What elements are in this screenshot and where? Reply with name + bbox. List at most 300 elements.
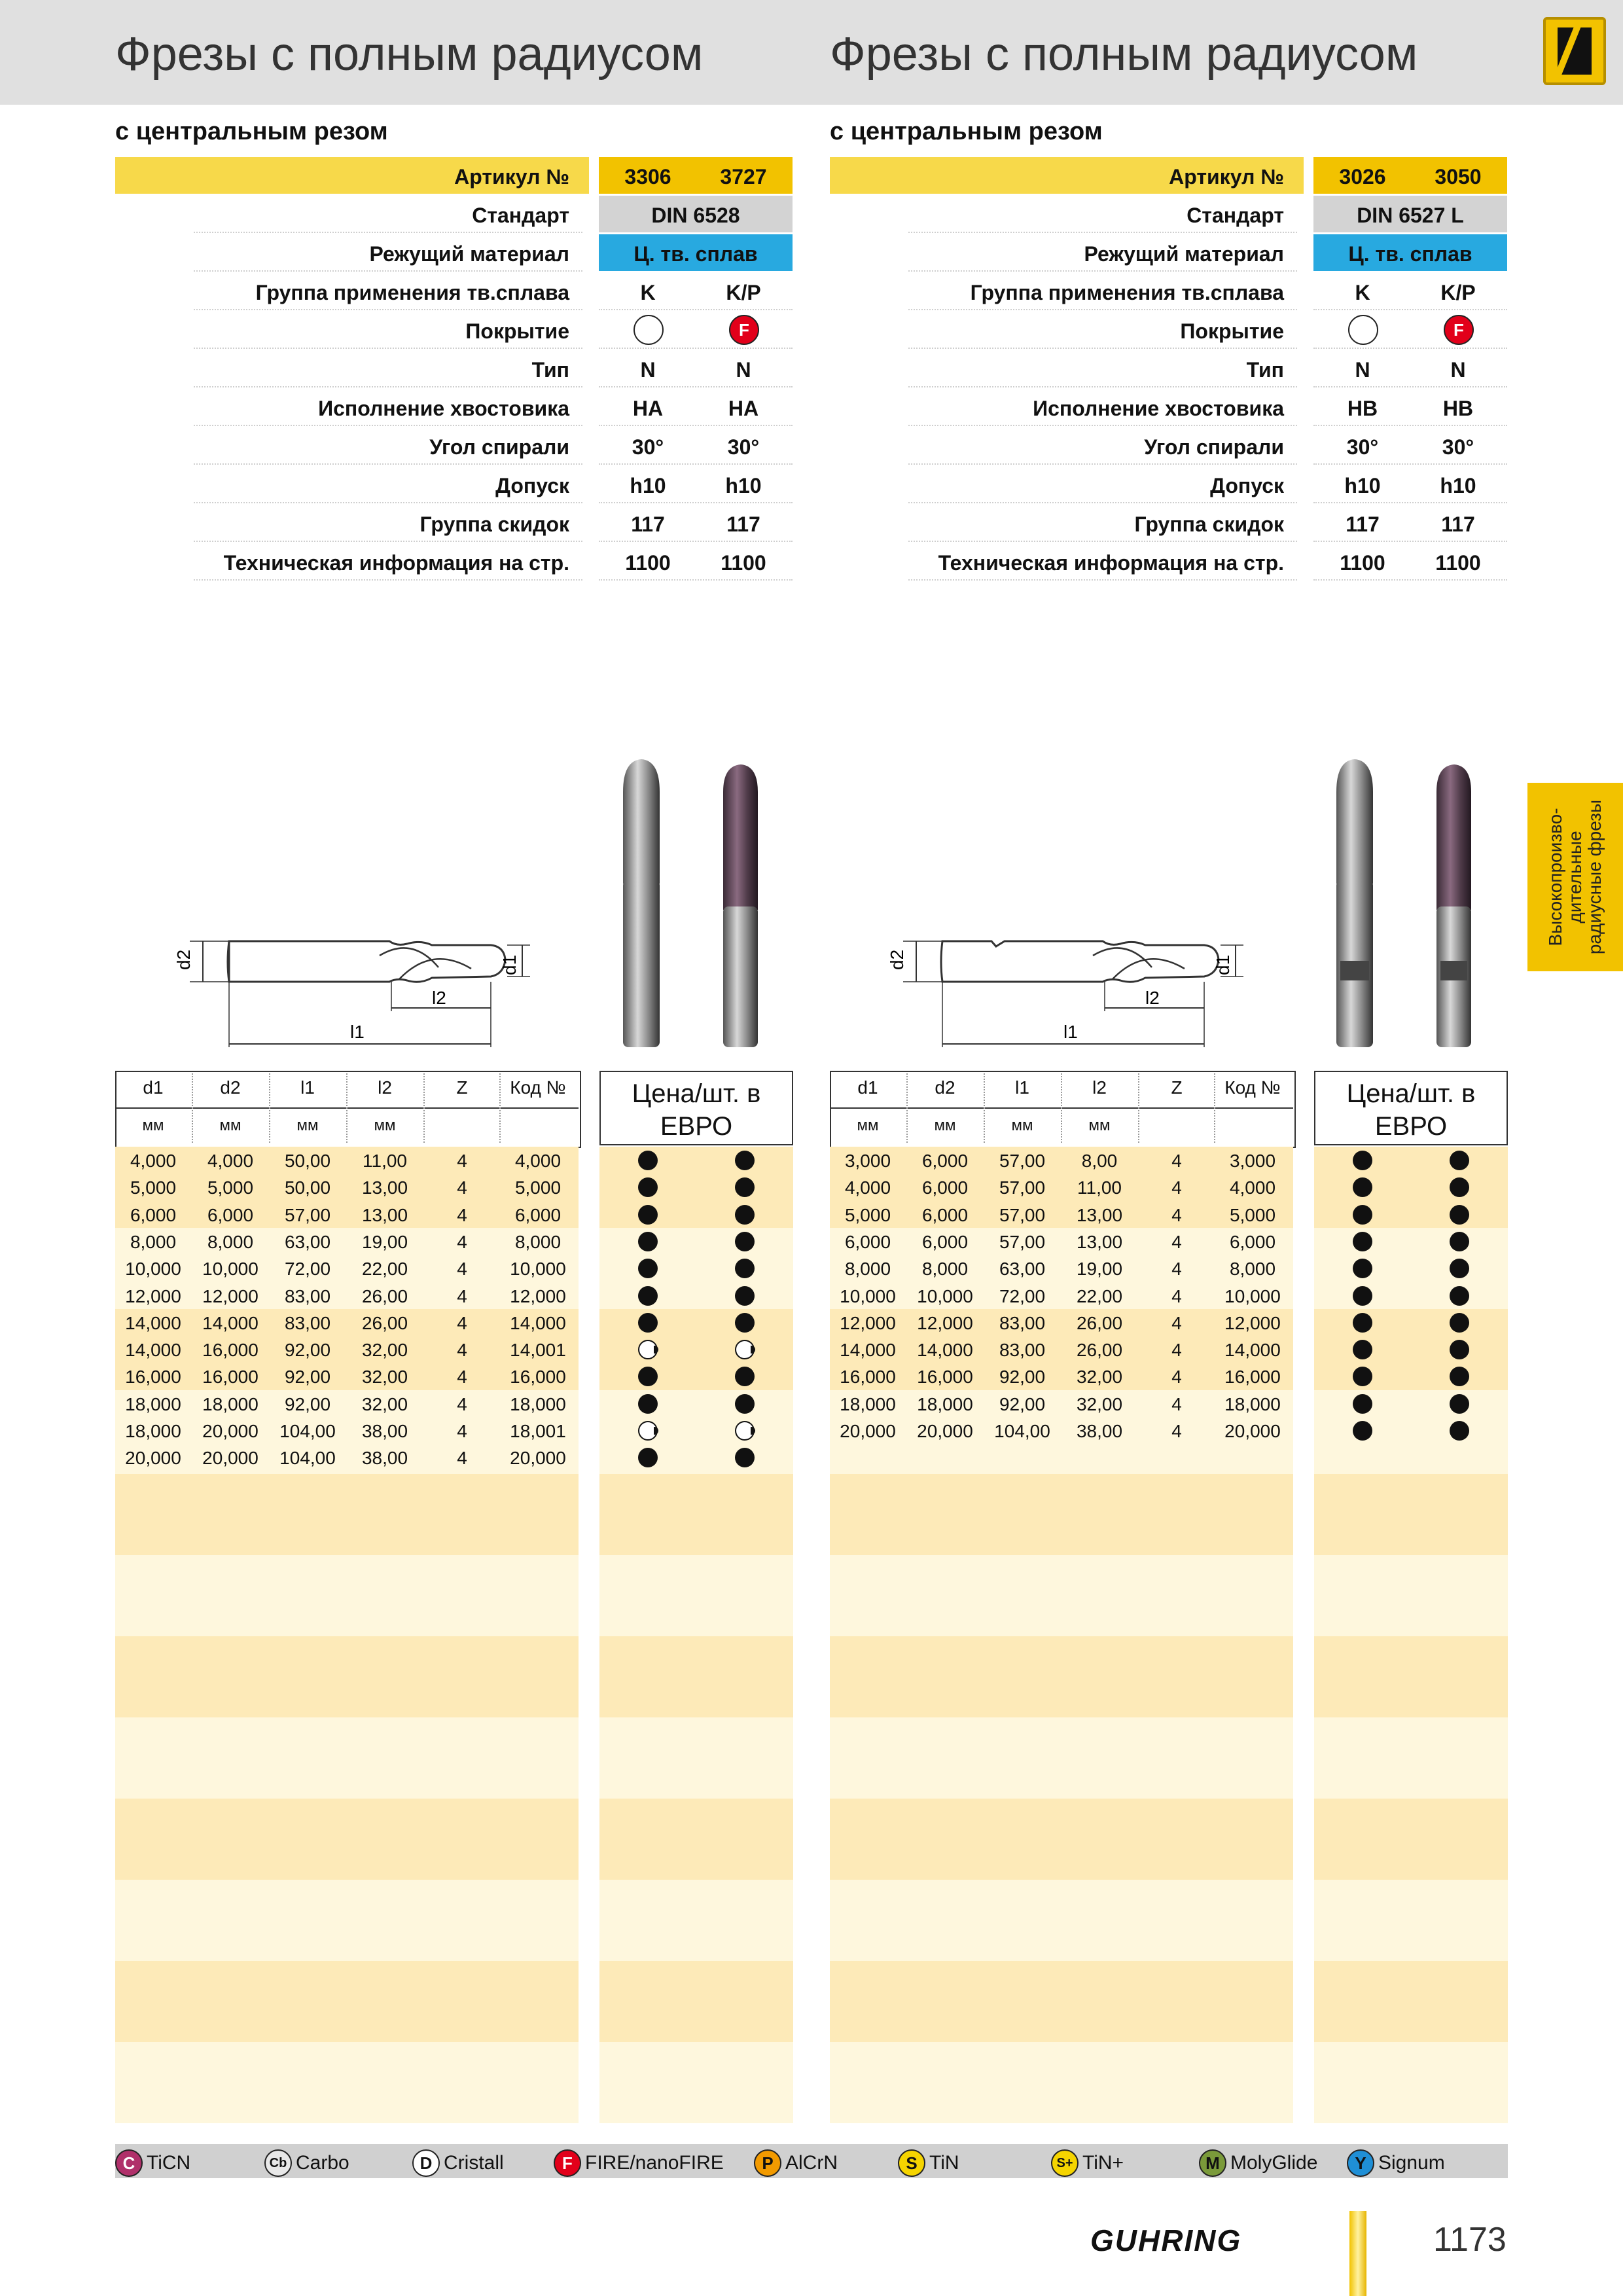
left-subtitle: с центральным резом [115, 118, 388, 145]
availability-dot-icon [735, 1205, 755, 1225]
spec-label: Угол спирали [1144, 435, 1284, 459]
spec-divider [1313, 348, 1507, 349]
spec-label: Допуск [1210, 474, 1284, 497]
table-cell: 4 [1171, 1177, 1182, 1198]
d1-label: d1 [499, 954, 520, 975]
spec-divider [599, 579, 793, 581]
availability-partial-icon [735, 1421, 755, 1441]
brand-name: GUHRING [1090, 2223, 1242, 2257]
spec-divider [599, 348, 793, 349]
spec-value: 3727 [720, 165, 767, 188]
legend-item [115, 2149, 190, 2177]
availability-dot-icon [1450, 1286, 1469, 1306]
table-cell: 32,00 [361, 1340, 408, 1361]
table-cell: 4 [1171, 1285, 1182, 1306]
availability-dot-icon [1450, 1340, 1469, 1359]
price-row [1314, 1147, 1508, 1174]
availability-partial-icon [638, 1421, 658, 1441]
coating-symbol-icon: M [1199, 2149, 1226, 2177]
column-header: d2 [935, 1077, 955, 1098]
spec-value: K [640, 281, 656, 304]
table-cell: 20,000 [1224, 1421, 1281, 1441]
price-row [599, 1147, 793, 1174]
empty-row [830, 1799, 1293, 1880]
table-cell: 4 [457, 1312, 467, 1333]
table-cell: 20,000 [202, 1448, 259, 1469]
spec-value: 30° [727, 435, 760, 459]
column-unit: мм [934, 1117, 956, 1134]
spec-divider [194, 386, 582, 387]
coating-symbol-icon: Y [1347, 2149, 1374, 2177]
table-cell: 20,000 [202, 1421, 259, 1441]
spec-label: Исполнение хвостовика [1033, 397, 1284, 420]
table-cell: 12,000 [510, 1285, 566, 1306]
table-cell: 8,000 [130, 1231, 177, 1252]
coating-none-icon [633, 315, 664, 345]
right-tool-photos [1329, 753, 1512, 1054]
price-row [599, 1417, 793, 1444]
legend-label: Cristall [444, 2152, 504, 2174]
spec-divider [1313, 463, 1507, 465]
availability-dot-icon [735, 1259, 755, 1278]
empty-row [830, 1444, 1293, 1474]
table-cell: 38,00 [361, 1421, 408, 1441]
spec-value: 3026 [1339, 165, 1386, 188]
coating-symbol-icon: Cb [264, 2149, 292, 2177]
spec-divider [194, 502, 582, 503]
table-cell: 83,00 [999, 1340, 1046, 1361]
spec-label: Техническая информация на стр. [938, 551, 1284, 575]
table-cell: 10,000 [125, 1259, 181, 1280]
spec-value: 117 [1441, 512, 1475, 536]
table-cell: 4 [1171, 1231, 1182, 1252]
table-cell: 4 [1171, 1421, 1182, 1441]
price-row [599, 1444, 793, 1471]
table-cell: 26,00 [361, 1285, 408, 1306]
legend-label: TiN [929, 2152, 959, 2174]
spec-label: Режущий материал [369, 242, 569, 266]
column-header: l2 [378, 1077, 392, 1098]
spec-value: 1100 [1435, 551, 1481, 575]
table-cell: 4 [457, 1367, 467, 1388]
price-row [1314, 1336, 1508, 1363]
spec-value: N [1355, 358, 1370, 382]
empty-row [599, 1880, 793, 1961]
spec-divider [194, 541, 582, 542]
empty-row [830, 1636, 1293, 1717]
empty-row [830, 1555, 1293, 1636]
coating-symbol-icon: S [898, 2149, 925, 2177]
table-cell: 6,000 [921, 1151, 969, 1171]
availability-partial-icon [638, 1340, 658, 1359]
page-title-right: Фрезы с полным радиусом [830, 28, 1418, 81]
table-cell: 92,00 [999, 1393, 1046, 1414]
right-tool-drawing [877, 916, 1257, 1054]
column-divider [423, 1073, 425, 1143]
table-cell: 4 [1171, 1204, 1182, 1225]
legend-item [264, 2149, 349, 2177]
table-cell: 14,000 [125, 1312, 181, 1333]
spec-value: h10 [1440, 474, 1476, 497]
spec-label: Группа применения тв.сплава [255, 281, 569, 304]
table-cell: 18,000 [840, 1393, 896, 1414]
table-cell: 4 [457, 1421, 467, 1441]
spec-label: Покрытие [465, 319, 569, 343]
column-header: d1 [143, 1077, 164, 1098]
coating-symbol-icon: F [554, 2149, 581, 2177]
l2-label: l2 [1145, 988, 1160, 1008]
table-cell: 57,00 [999, 1231, 1046, 1252]
table-cell: 6,000 [130, 1204, 177, 1225]
left-tool-photos [615, 753, 798, 1054]
table-cell: 92,00 [284, 1340, 331, 1361]
column-header: Z [456, 1077, 468, 1098]
standard-value: DIN 6528 [651, 204, 740, 227]
availability-dot-icon [638, 1232, 658, 1251]
table-cell: 3,000 [844, 1151, 891, 1171]
column-divider [984, 1073, 985, 1143]
table-cell: 16,000 [917, 1367, 973, 1388]
empty-row [830, 1880, 1293, 1961]
empty-row [1314, 1636, 1508, 1717]
table-cell: 38,00 [361, 1448, 408, 1469]
table-cell: 5,000 [514, 1177, 562, 1198]
table-cell: 57,00 [999, 1177, 1046, 1198]
availability-dot-icon [638, 1286, 658, 1306]
table-cell: 8,000 [207, 1231, 254, 1252]
coating-symbol-icon: C [115, 2149, 143, 2177]
table-cell: 8,00 [1081, 1151, 1118, 1171]
table-cell: 20,000 [840, 1421, 896, 1441]
table-cell: 4,000 [130, 1151, 177, 1171]
right-subtitle: с центральным резом [830, 118, 1103, 145]
material-value: Ц. тв. сплав [1348, 242, 1472, 266]
table-cell: 92,00 [999, 1367, 1046, 1388]
table-cell: 14,000 [202, 1312, 259, 1333]
spec-label: Артикул № [1169, 165, 1284, 188]
table-cell: 3,000 [1229, 1151, 1276, 1171]
empty-row [115, 1717, 579, 1799]
coating-fire-icon: F [729, 315, 759, 345]
column-divider [906, 1073, 908, 1143]
table-cell: 6,000 [844, 1231, 891, 1252]
table-cell: 10,000 [510, 1259, 566, 1280]
table-cell: 104,00 [279, 1421, 336, 1441]
table-cell: 4,000 [1229, 1177, 1276, 1198]
price-row [599, 1174, 793, 1201]
empty-row [830, 2042, 1293, 2123]
spec-value: 117 [1346, 512, 1380, 536]
empty-row [115, 1636, 579, 1717]
empty-row [599, 1799, 793, 1880]
spec-value: h10 [630, 474, 666, 497]
availability-dot-icon [1450, 1421, 1469, 1441]
legend-item [1347, 2149, 1445, 2177]
table-cell: 14,000 [510, 1312, 566, 1333]
table-cell: 104,00 [994, 1421, 1050, 1441]
table-cell: 11,00 [363, 1151, 407, 1171]
spec-value: HA [728, 397, 759, 420]
empty-row [1314, 1961, 1508, 2042]
spec-value: h10 [1344, 474, 1381, 497]
table-cell: 6,000 [921, 1231, 969, 1252]
price-row [599, 1255, 793, 1282]
spec-divider [908, 386, 1297, 387]
table-cell: 50,00 [284, 1151, 331, 1171]
spec-label: Режущий материал [1084, 242, 1284, 266]
availability-dot-icon [1450, 1313, 1469, 1333]
legend-item [898, 2149, 959, 2177]
table-cell: 20,000 [917, 1421, 973, 1441]
column-unit: мм [1011, 1117, 1033, 1134]
price-row [599, 1282, 793, 1310]
brand-logo-icon [1543, 17, 1606, 85]
material-value: Ц. тв. сплав [633, 242, 758, 266]
coating-none-icon [1348, 315, 1378, 345]
availability-dot-icon [1353, 1313, 1372, 1333]
spec-divider [599, 309, 793, 310]
column-header: d1 [857, 1077, 878, 1098]
spec-label: Покрытие [1180, 319, 1284, 343]
coating-symbol-icon: D [412, 2149, 440, 2177]
table-cell: 50,00 [284, 1177, 331, 1198]
spec-divider [908, 502, 1297, 503]
table-cell: 12,000 [202, 1285, 259, 1306]
table-cell: 18,000 [125, 1421, 181, 1441]
column-unit: мм [1088, 1117, 1111, 1134]
column-header: Z [1171, 1077, 1183, 1098]
spec-label: Тип [531, 358, 569, 382]
spec-value: HA [632, 397, 664, 420]
legend-item [412, 2149, 504, 2177]
table-cell: 14,001 [510, 1340, 566, 1361]
legend-label: Signum [1378, 2152, 1445, 2174]
spec-value: K [1355, 281, 1370, 304]
empty-row [1314, 1474, 1508, 1555]
table-cell: 10,000 [202, 1259, 259, 1280]
spec-label: Техническая информация на стр. [223, 551, 569, 575]
table-cell: 92,00 [284, 1393, 331, 1414]
table-cell: 72,00 [999, 1285, 1046, 1306]
table-cell: 4 [1171, 1367, 1182, 1388]
table-cell: 4 [1171, 1151, 1182, 1171]
availability-dot-icon [1450, 1205, 1469, 1225]
table-cell: 22,00 [361, 1259, 408, 1280]
table-cell: 57,00 [284, 1204, 331, 1225]
spec-divider [599, 502, 793, 503]
spec-divider [599, 386, 793, 387]
table-cell: 18,000 [125, 1393, 181, 1414]
spec-label: Стандарт [1186, 204, 1284, 227]
availability-dot-icon [1450, 1151, 1469, 1170]
price-row [599, 1336, 793, 1363]
legend-item [754, 2149, 838, 2177]
availability-dot-icon [638, 1394, 658, 1414]
column-header: l1 [300, 1077, 315, 1098]
column-divider [1061, 1073, 1062, 1143]
spec-label: Группа скидок [419, 512, 569, 536]
side-tab-label: Высокопроизво-дительные радиусные фрезы [1545, 799, 1605, 955]
spec-value: K/P [1440, 281, 1476, 304]
table-cell: 4 [1171, 1393, 1182, 1414]
availability-dot-icon [735, 1151, 755, 1170]
spec-label: Артикул № [454, 165, 569, 188]
availability-dot-icon [735, 1232, 755, 1251]
empty-row [599, 1636, 793, 1717]
coating-symbol-icon: S+ [1051, 2149, 1079, 2177]
table-cell: 4 [1171, 1312, 1182, 1333]
d2-label: d2 [173, 949, 194, 970]
table-cell: 4 [1171, 1259, 1182, 1280]
column-divider [1214, 1073, 1215, 1143]
availability-dot-icon [1353, 1259, 1372, 1278]
table-cell: 12,000 [125, 1285, 181, 1306]
table-cell: 57,00 [999, 1204, 1046, 1225]
spec-divider [908, 270, 1297, 272]
table-cell: 4 [457, 1259, 467, 1280]
column-unit: мм [142, 1117, 164, 1134]
page-accent-bar [1349, 2211, 1366, 2296]
table-cell: 5,000 [844, 1204, 891, 1225]
spec-label: Стандарт [472, 204, 569, 227]
table-cell: 14,000 [125, 1340, 181, 1361]
spec-label: Тип [1246, 358, 1284, 382]
table-cell: 6,000 [921, 1177, 969, 1198]
availability-dot-icon [735, 1394, 755, 1414]
spec-divider [194, 232, 582, 233]
empty-row [1314, 1799, 1508, 1880]
spec-value: HB [1442, 397, 1474, 420]
standard-value: DIN 6527 L [1357, 204, 1464, 227]
spec-label: Группа скидок [1134, 512, 1284, 536]
column-unit: мм [857, 1117, 879, 1134]
availability-dot-icon [1353, 1340, 1372, 1359]
table-cell: 104,00 [279, 1448, 336, 1469]
price-row [1314, 1282, 1508, 1310]
availability-dot-icon [1353, 1205, 1372, 1225]
availability-dot-icon [1353, 1232, 1372, 1251]
spec-divider [194, 270, 582, 272]
table-cell: 18,001 [510, 1421, 566, 1441]
coating-symbol-icon: P [754, 2149, 781, 2177]
table-cell: 14,000 [1224, 1340, 1281, 1361]
price-row [1314, 1228, 1508, 1255]
l2-label: l2 [432, 988, 446, 1008]
empty-row [115, 1880, 579, 1961]
spec-value: N [736, 358, 751, 382]
table-cell: 14,000 [917, 1340, 973, 1361]
left-tool-drawing [164, 916, 543, 1054]
spec-value: HB [1347, 397, 1378, 420]
spec-divider [908, 579, 1297, 581]
table-cell: 10,000 [1224, 1285, 1281, 1306]
table-cell: 32,00 [1076, 1393, 1123, 1414]
table-cell: 4 [457, 1393, 467, 1414]
spec-label: Угол спирали [429, 435, 569, 459]
column-header: l2 [1092, 1077, 1107, 1098]
table-cell: 18,000 [917, 1393, 973, 1414]
table-cell: 12,000 [917, 1312, 973, 1333]
table-cell: 4 [1171, 1340, 1182, 1361]
table-cell: 4,000 [207, 1151, 254, 1171]
availability-dot-icon [1450, 1232, 1469, 1251]
empty-row [1314, 1444, 1508, 1474]
price-row [599, 1228, 793, 1255]
spec-divider [908, 463, 1297, 465]
price-row [599, 1390, 793, 1418]
table-cell: 18,000 [202, 1393, 259, 1414]
table-cell: 18,000 [510, 1393, 566, 1414]
table-cell: 22,00 [1076, 1285, 1123, 1306]
page-title-left: Фрезы с полным радиусом [115, 28, 704, 81]
table-cell: 4 [457, 1204, 467, 1225]
spec-divider [194, 463, 582, 465]
spec-divider [1313, 541, 1507, 542]
table-cell: 6,000 [514, 1204, 562, 1225]
spec-divider [1313, 309, 1507, 310]
table-cell: 72,00 [284, 1259, 331, 1280]
l1-label: l1 [1063, 1022, 1078, 1042]
spec-value: 30° [1442, 435, 1474, 459]
table-cell: 16,000 [1224, 1367, 1281, 1388]
spec-divider [1313, 579, 1507, 581]
table-cell: 4,000 [844, 1177, 891, 1198]
table-cell: 16,000 [202, 1367, 259, 1388]
availability-dot-icon [1353, 1151, 1372, 1170]
table-cell: 19,00 [361, 1231, 408, 1252]
column-divider [192, 1073, 193, 1143]
spec-divider [908, 541, 1297, 542]
empty-row [599, 1555, 793, 1636]
table-cell: 14,000 [840, 1340, 896, 1361]
table-cell: 5,000 [130, 1177, 177, 1198]
column-unit: мм [296, 1117, 319, 1134]
spec-value: 1100 [721, 551, 766, 575]
section-side-tab[interactable] [1527, 783, 1623, 971]
l1-label: l1 [350, 1022, 365, 1042]
availability-dot-icon [1353, 1286, 1372, 1306]
spec-value: N [640, 358, 656, 382]
table-cell: 5,000 [207, 1177, 254, 1198]
table-cell: 13,00 [361, 1204, 408, 1225]
empty-row [1314, 2042, 1508, 2123]
empty-row [115, 1961, 579, 2042]
spec-divider [194, 425, 582, 426]
table-cell: 13,00 [1076, 1231, 1123, 1252]
spec-divider [908, 425, 1297, 426]
empty-row [599, 1961, 793, 2042]
price-row [1314, 1390, 1508, 1418]
availability-dot-icon [735, 1286, 755, 1306]
price-header: Цена/шт. в ЕВРО [599, 1071, 793, 1145]
table-cell: 16,000 [510, 1367, 566, 1388]
price-row [1314, 1255, 1508, 1282]
empty-row [1314, 1555, 1508, 1636]
availability-dot-icon [735, 1313, 755, 1333]
availability-dot-icon [638, 1205, 658, 1225]
price-row [599, 1201, 793, 1229]
table-cell: 10,000 [840, 1285, 896, 1306]
table-cell: 10,000 [917, 1285, 973, 1306]
spec-label: Группа применения тв.сплава [970, 281, 1284, 304]
d1-label: d1 [1213, 954, 1233, 975]
table-cell: 8,000 [514, 1231, 562, 1252]
column-divider [346, 1073, 348, 1143]
table-cell: 12,000 [1224, 1312, 1281, 1333]
table-cell: 18,000 [1224, 1393, 1281, 1414]
spec-value: 117 [726, 512, 760, 536]
spec-value: K/P [726, 281, 761, 304]
